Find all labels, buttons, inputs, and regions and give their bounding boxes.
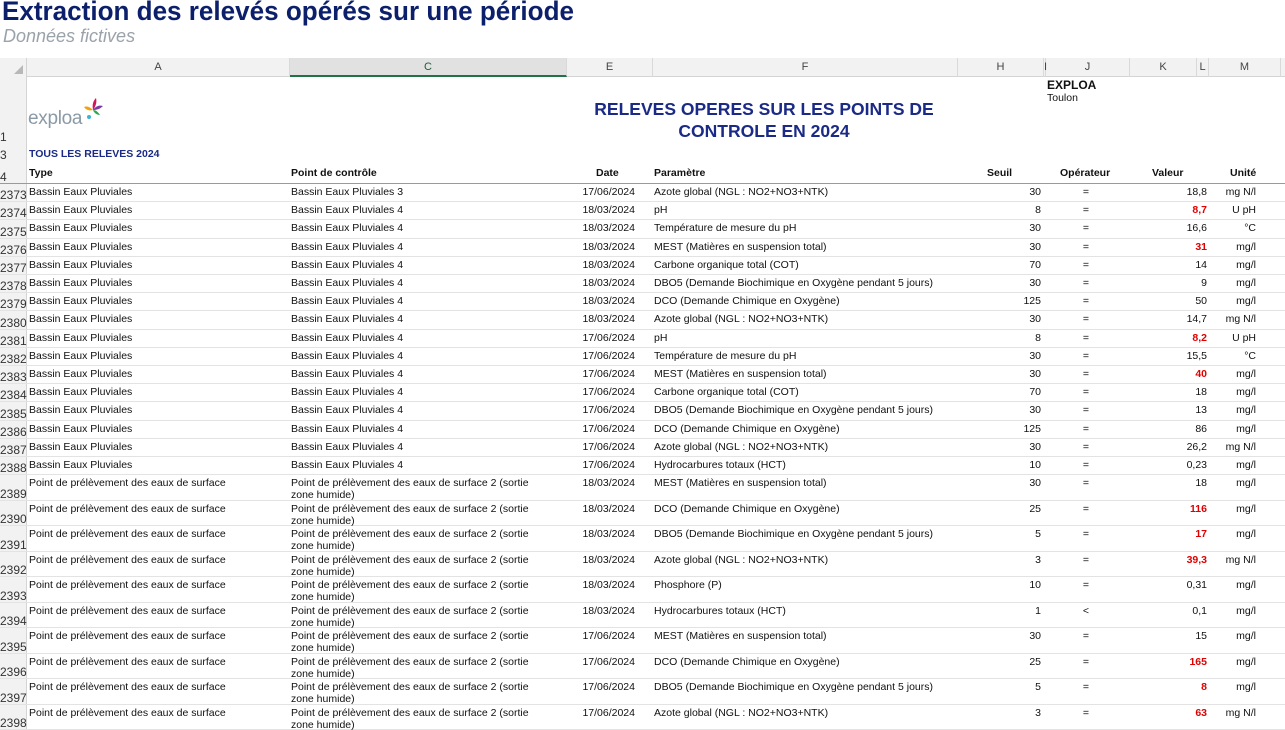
cell-type[interactable]: Point de prélèvement des eaux de surface xyxy=(29,528,226,541)
cell-type[interactable]: Bassin Eaux Pluviales xyxy=(29,422,133,435)
table-row xyxy=(0,239,1285,257)
cell-type[interactable]: Bassin Eaux Pluviales xyxy=(29,349,133,362)
cell-point[interactable]: Bassin Eaux Pluviales 4 xyxy=(291,240,404,253)
cell-param[interactable]: MEST (Matières en suspension total) xyxy=(654,240,827,253)
header-type[interactable]: Type xyxy=(29,167,53,179)
cell-date[interactable]: 17/06/2024 xyxy=(582,368,635,380)
cell-seuil[interactable]: 30 xyxy=(1029,440,1041,453)
cell-unite[interactable]: mg N/l xyxy=(1225,706,1256,719)
row-number[interactable]: 2386 xyxy=(0,424,27,439)
cell-seuil[interactable]: 30 xyxy=(1029,630,1041,643)
select-all-icon xyxy=(14,65,23,74)
cell-seuil[interactable]: 30 xyxy=(1029,240,1041,253)
cell-valeur[interactable]: 18 xyxy=(1195,477,1207,490)
row-number[interactable]: 2377 xyxy=(0,260,27,275)
cell-type[interactable]: Point de prélèvement des eaux de surface xyxy=(29,477,226,490)
cell-seuil[interactable]: 10 xyxy=(1029,579,1041,592)
cell-operateur[interactable]: = xyxy=(1082,331,1090,344)
cell-param[interactable]: DBO5 (Demande Biochimique en Oxygène pendant 5 jours) xyxy=(654,404,933,417)
cell-point[interactable]: Bassin Eaux Pluviales 4 xyxy=(291,204,404,217)
cell-date[interactable]: 18/03/2024 xyxy=(582,222,635,235)
cell-operateur[interactable]: = xyxy=(1082,440,1090,453)
table-row xyxy=(0,348,1285,366)
cell-valeur[interactable]: 15 xyxy=(1195,630,1207,643)
table-row xyxy=(0,384,1285,402)
table-row xyxy=(0,421,1285,439)
row-number[interactable]: 2394 xyxy=(0,614,27,629)
cell-operateur[interactable]: = xyxy=(1082,386,1090,399)
cell-point[interactable]: Bassin Eaux Pluviales 4 xyxy=(291,349,404,362)
column-header-l[interactable]: L xyxy=(1197,58,1209,77)
cell-point[interactable]: Point de prélèvement des eaux de surface 2 (sortie zone humide) xyxy=(291,579,529,604)
cell-valeur[interactable]: 15,5 xyxy=(1186,349,1207,362)
row-number[interactable]: 2381 xyxy=(0,333,27,348)
cell-operateur[interactable]: = xyxy=(1082,404,1090,417)
row-number[interactable]: 2392 xyxy=(0,563,27,578)
row-number[interactable]: 3 xyxy=(0,148,7,162)
cell-operateur[interactable]: = xyxy=(1082,502,1090,515)
cell-seuil[interactable]: 70 xyxy=(1029,386,1041,399)
cell-seuil[interactable]: 8 xyxy=(1035,204,1041,217)
page-title: Extraction des relevés opérés sur une période xyxy=(2,0,574,26)
table-row xyxy=(0,526,1285,552)
cell-seuil[interactable]: 30 xyxy=(1029,349,1041,362)
cell-type[interactable]: Bassin Eaux Pluviales xyxy=(29,386,133,399)
cell-valeur[interactable]: 8,2 xyxy=(1192,331,1207,344)
cell-param[interactable]: Phosphore (P) xyxy=(654,579,722,592)
cell-date[interactable]: 18/03/2024 xyxy=(582,313,635,326)
cell-param[interactable]: Azote global (NGL : NO2+NO3+NTK) xyxy=(654,186,829,198)
row-number[interactable]: 2389 xyxy=(0,486,27,501)
cell-type[interactable]: Point de prélèvement des eaux de surface xyxy=(29,681,226,694)
cell-point[interactable]: Bassin Eaux Pluviales 4 xyxy=(291,459,404,471)
cell-unite[interactable]: mg/l xyxy=(1236,655,1256,668)
cell-unite[interactable]: °C xyxy=(1244,222,1256,235)
cell-operateur[interactable]: = xyxy=(1082,368,1090,380)
table-row xyxy=(0,628,1285,654)
cell-operateur[interactable]: = xyxy=(1082,706,1090,719)
cell-seuil[interactable]: 25 xyxy=(1029,655,1041,668)
table-row xyxy=(0,654,1285,680)
logo-text: exploa xyxy=(28,108,83,129)
column-header-c[interactable]: C xyxy=(290,58,567,77)
row-number[interactable]: 2382 xyxy=(0,351,27,366)
cell-type[interactable]: Bassin Eaux Pluviales xyxy=(29,277,133,289)
cell-param[interactable]: Azote global (NGL : NO2+NO3+NTK) xyxy=(654,313,829,326)
cell-point[interactable]: Bassin Eaux Pluviales 4 xyxy=(291,368,404,380)
cell-type[interactable]: Bassin Eaux Pluviales xyxy=(29,404,133,417)
cell-date[interactable]: 17/06/2024 xyxy=(582,459,635,471)
cell-valeur[interactable]: 0,23 xyxy=(1186,459,1207,471)
table-row xyxy=(0,366,1285,384)
cell-operateur[interactable]: = xyxy=(1082,630,1090,643)
cell-date[interactable]: 17/06/2024 xyxy=(582,386,635,399)
table-row xyxy=(0,439,1285,457)
cell-point[interactable]: Bassin Eaux Pluviales 4 xyxy=(291,258,404,271)
cell-valeur[interactable]: 0,31 xyxy=(1186,579,1207,592)
cell-seuil[interactable]: 3 xyxy=(1035,706,1041,719)
cell-seuil[interactable]: 30 xyxy=(1029,222,1041,235)
cell-operateur[interactable]: = xyxy=(1082,204,1090,217)
header-param[interactable]: Paramètre xyxy=(654,167,706,179)
cell-unite[interactable]: mg/l xyxy=(1236,604,1256,617)
cell-point[interactable]: Bassin Eaux Pluviales 4 xyxy=(291,331,404,344)
cell-valeur[interactable]: 18,8 xyxy=(1186,186,1207,198)
row-number[interactable]: 2396 xyxy=(0,665,27,680)
cell-operateur[interactable]: < xyxy=(1082,604,1090,617)
cell-type[interactable]: Bassin Eaux Pluviales xyxy=(29,240,133,253)
cell-operateur[interactable]: = xyxy=(1082,313,1090,326)
cell-type[interactable]: Point de prélèvement des eaux de surface xyxy=(29,655,226,668)
cell-param[interactable]: pH xyxy=(654,331,668,344)
cell-point[interactable]: Point de prélèvement des eaux de surface 2 (sortie zone humide) xyxy=(291,553,529,578)
table-row xyxy=(0,679,1285,705)
cell-type[interactable]: Point de prélèvement des eaux de surface xyxy=(29,630,226,643)
cell-seuil[interactable]: 30 xyxy=(1029,368,1041,380)
cell-param[interactable]: MEST (Matières en suspension total) xyxy=(654,630,827,643)
column-header-e[interactable]: E xyxy=(567,58,653,77)
cell-operateur[interactable]: = xyxy=(1082,277,1090,289)
page-subtitle: Données fictives xyxy=(3,26,136,46)
cell-valeur[interactable]: 40 xyxy=(1195,368,1207,380)
cell-date[interactable]: 17/06/2024 xyxy=(582,655,635,668)
cell-unite[interactable]: mg N/l xyxy=(1225,313,1256,326)
row-number[interactable]: 2379 xyxy=(0,297,27,312)
row-number[interactable]: 1 xyxy=(0,130,7,144)
row-number[interactable]: 2373 xyxy=(0,188,27,203)
cell-point[interactable]: Point de prélèvement des eaux de surface 2 (sortie zone humide) xyxy=(291,706,529,730)
cell-param[interactable]: DCO (Demande Chimique en Oxygène) xyxy=(654,655,840,668)
cell-valeur[interactable]: 86 xyxy=(1195,422,1207,435)
header-operateur[interactable]: Opérateur xyxy=(1060,167,1111,179)
cell-date[interactable]: 17/06/2024 xyxy=(582,331,635,344)
cell-seuil[interactable]: 5 xyxy=(1035,681,1041,694)
row-number[interactable]: 4 xyxy=(0,170,7,184)
row-number[interactable]: 2376 xyxy=(0,242,27,257)
cell-unite[interactable]: mg/l xyxy=(1236,404,1256,417)
cell-point[interactable]: Bassin Eaux Pluviales 4 xyxy=(291,386,404,399)
cell-param[interactable]: MEST (Matières en suspension total) xyxy=(654,368,827,380)
cell-operateur[interactable]: = xyxy=(1082,528,1090,541)
column-header-bar xyxy=(0,58,1285,77)
cell-unite[interactable]: mg N/l xyxy=(1225,186,1256,198)
cell-operateur[interactable]: = xyxy=(1082,422,1090,435)
cell-date[interactable]: 17/06/2024 xyxy=(582,422,635,435)
row-number[interactable]: 2393 xyxy=(0,588,27,603)
company-city: Toulon xyxy=(1047,92,1078,104)
cell-operateur[interactable]: = xyxy=(1082,655,1090,668)
cell-param[interactable]: DBO5 (Demande Biochimique en Oxygène pendant 5 jours) xyxy=(654,277,933,289)
cell-param[interactable]: DCO (Demande Chimique en Oxygène) xyxy=(654,295,840,308)
cell-seuil[interactable]: 30 xyxy=(1029,404,1041,417)
cell-unite[interactable]: mg/l xyxy=(1236,528,1256,541)
cell-valeur[interactable]: 16,6 xyxy=(1186,222,1207,235)
cell-unite[interactable]: mg/l xyxy=(1236,502,1256,515)
cell-point[interactable]: Bassin Eaux Pluviales 4 xyxy=(291,222,404,235)
cell-type[interactable]: Bassin Eaux Pluviales xyxy=(29,459,133,471)
cell-valeur[interactable]: 14 xyxy=(1195,258,1207,271)
cell-unite[interactable]: U pH xyxy=(1232,331,1256,344)
cell-unite[interactable]: mg/l xyxy=(1236,579,1256,592)
cell-unite[interactable]: U pH xyxy=(1232,204,1256,217)
cell-date[interactable]: 17/06/2024 xyxy=(582,349,635,362)
table-row xyxy=(0,220,1285,238)
cell-seuil[interactable]: 25 xyxy=(1029,502,1041,515)
cell-unite[interactable]: mg N/l xyxy=(1225,440,1256,453)
column-header-h[interactable]: H xyxy=(958,58,1044,77)
cell-param[interactable]: DBO5 (Demande Biochimique en Oxygène pendant 5 jours) xyxy=(654,528,933,541)
cell-param[interactable]: Hydrocarbures totaux (HCT) xyxy=(654,604,786,617)
table-row xyxy=(0,457,1285,475)
cell-date[interactable]: 18/03/2024 xyxy=(582,277,635,289)
row-number[interactable]: 2390 xyxy=(0,512,27,527)
cell-type[interactable]: Point de prélèvement des eaux de surface xyxy=(29,553,226,566)
header-date[interactable]: Date xyxy=(596,167,619,179)
cell-point[interactable]: Bassin Eaux Pluviales 4 xyxy=(291,422,404,435)
header-point[interactable]: Point de contrôle xyxy=(291,167,377,179)
cell-param[interactable]: Température de mesure du pH xyxy=(654,222,797,235)
cell-date[interactable]: 17/06/2024 xyxy=(582,440,635,453)
cell-type[interactable]: Bassin Eaux Pluviales xyxy=(29,204,133,217)
cell-seuil[interactable]: 125 xyxy=(1023,295,1041,308)
table-row xyxy=(0,257,1285,275)
cell-unite[interactable]: mg N/l xyxy=(1225,553,1256,566)
row-number[interactable]: 2383 xyxy=(0,370,27,385)
cell-param[interactable]: Carbone organique total (COT) xyxy=(654,386,799,399)
cell-operateur[interactable]: = xyxy=(1082,295,1090,308)
table-row xyxy=(0,603,1285,629)
cell-unite[interactable]: mg/l xyxy=(1236,422,1256,435)
cell-seuil[interactable]: 8 xyxy=(1035,331,1041,344)
cell-seuil[interactable]: 30 xyxy=(1029,477,1041,490)
row-number[interactable]: 2375 xyxy=(0,224,27,239)
cell-point[interactable]: Point de prélèvement des eaux de surface 2 (sortie zone humide) xyxy=(291,604,529,629)
cell-operateur[interactable]: = xyxy=(1082,459,1090,471)
cell-seuil[interactable]: 3 xyxy=(1035,553,1041,566)
exploa-logo xyxy=(28,96,108,132)
cell-seuil[interactable]: 10 xyxy=(1029,459,1041,471)
cell-seuil[interactable]: 30 xyxy=(1029,277,1041,289)
cell-type[interactable]: Bassin Eaux Pluviales xyxy=(29,222,133,235)
column-header-k[interactable]: K xyxy=(1130,58,1197,77)
cell-operateur[interactable]: = xyxy=(1082,349,1090,362)
cell-point[interactable]: Point de prélèvement des eaux de surface 2 (sortie zone humide) xyxy=(291,655,529,680)
cell-date[interactable]: 18/03/2024 xyxy=(582,258,635,271)
cell-date[interactable]: 17/06/2024 xyxy=(582,681,635,694)
cell-date[interactable]: 17/06/2024 xyxy=(582,630,635,643)
row-number[interactable]: 2395 xyxy=(0,639,27,654)
cell-operateur[interactable]: = xyxy=(1082,579,1090,592)
cell-type[interactable]: Bassin Eaux Pluviales xyxy=(29,331,133,344)
cell-valeur[interactable]: 26,2 xyxy=(1186,440,1207,453)
cell-operateur[interactable]: = xyxy=(1082,258,1090,271)
cell-valeur[interactable]: 18 xyxy=(1195,386,1207,399)
cell-valeur[interactable]: 14,7 xyxy=(1186,313,1207,326)
table-row xyxy=(0,552,1285,578)
cell-operateur[interactable]: = xyxy=(1082,240,1090,253)
cell-date[interactable]: 18/03/2024 xyxy=(582,204,635,217)
row-number[interactable]: 2391 xyxy=(0,537,27,552)
row-number[interactable]: 2374 xyxy=(0,206,27,221)
cell-unite[interactable]: °C xyxy=(1244,349,1256,362)
row-number[interactable]: 2384 xyxy=(0,388,27,403)
cell-operateur[interactable]: = xyxy=(1082,477,1090,490)
table-row xyxy=(0,275,1285,293)
cell-date[interactable]: 18/03/2024 xyxy=(582,240,635,253)
cell-type[interactable]: Bassin Eaux Pluviales xyxy=(29,368,133,380)
cell-date[interactable]: 17/06/2024 xyxy=(582,404,635,417)
cell-valeur[interactable]: 8,7 xyxy=(1192,204,1207,217)
cell-param[interactable]: Azote global (NGL : NO2+NO3+NTK) xyxy=(654,440,829,453)
cell-param[interactable]: Azote global (NGL : NO2+NO3+NTK) xyxy=(654,706,829,719)
row-number[interactable]: 2388 xyxy=(0,461,27,476)
cell-valeur[interactable]: 165 xyxy=(1189,655,1207,668)
cell-point[interactable]: Point de prélèvement des eaux de surface 2 (sortie zone humide) xyxy=(291,477,529,502)
cell-date[interactable]: 18/03/2024 xyxy=(582,295,635,308)
cell-unite[interactable]: mg/l xyxy=(1236,258,1256,271)
leaf-logo-icon xyxy=(80,96,106,122)
cell-param[interactable]: Azote global (NGL : NO2+NO3+NTK) xyxy=(654,553,829,566)
row-number[interactable]: 2378 xyxy=(0,279,27,294)
cell-param[interactable]: DCO (Demande Chimique en Oxygène) xyxy=(654,502,840,515)
cell-seuil[interactable]: 30 xyxy=(1029,313,1041,326)
cell-point[interactable]: Point de prélèvement des eaux de surface 2 (sortie zone humide) xyxy=(291,502,529,527)
row-number[interactable]: 2387 xyxy=(0,442,27,457)
cell-valeur[interactable]: 50 xyxy=(1195,295,1207,308)
cell-param[interactable]: DCO (Demande Chimique en Oxygène) xyxy=(654,422,840,435)
cell-unite[interactable]: mg/l xyxy=(1236,295,1256,308)
table-row xyxy=(0,330,1285,348)
cell-point[interactable]: Bassin Eaux Pluviales 4 xyxy=(291,313,404,326)
cell-unite[interactable]: mg/l xyxy=(1236,681,1256,694)
cell-unite[interactable]: mg/l xyxy=(1236,240,1256,253)
cell-valeur[interactable]: 0,1 xyxy=(1192,604,1207,617)
cell-seuil[interactable]: 1 xyxy=(1035,604,1041,617)
cell-point[interactable]: Bassin Eaux Pluviales 4 xyxy=(291,295,404,308)
select-all-corner[interactable] xyxy=(0,58,27,77)
cell-valeur[interactable]: 13 xyxy=(1195,404,1207,417)
cell-unite[interactable]: mg/l xyxy=(1236,386,1256,399)
cell-date[interactable]: 18/03/2024 xyxy=(582,477,635,490)
cell-unite[interactable]: mg/l xyxy=(1236,277,1256,289)
cell-valeur[interactable]: 39,3 xyxy=(1186,553,1207,566)
cell-operateur[interactable]: = xyxy=(1082,186,1090,198)
header-unite[interactable]: Unité xyxy=(1230,167,1257,179)
cell-type[interactable]: Point de prélèvement des eaux de surface xyxy=(29,579,226,592)
header-seuil[interactable]: Seuil xyxy=(987,167,1013,179)
cell-unite[interactable]: mg/l xyxy=(1236,459,1256,471)
cell-seuil[interactable]: 30 xyxy=(1029,186,1041,198)
cell-valeur[interactable]: 116 xyxy=(1190,502,1207,515)
cell-type[interactable]: Point de prélèvement des eaux de surface xyxy=(29,706,226,719)
cell-valeur[interactable]: 9 xyxy=(1201,277,1207,289)
cell-date[interactable]: 18/03/2024 xyxy=(582,579,635,592)
cell-point[interactable]: Bassin Eaux Pluviales 4 xyxy=(291,440,404,453)
cell-param[interactable]: Carbone organique total (COT) xyxy=(654,258,799,271)
header-valeur[interactable]: Valeur xyxy=(1152,167,1184,179)
column-header-m[interactable]: M xyxy=(1209,58,1281,77)
cell-param[interactable]: pH xyxy=(654,204,668,217)
cell-valeur[interactable]: 8 xyxy=(1201,681,1207,694)
cell-unite[interactable]: mg/l xyxy=(1236,477,1256,490)
column-header-j[interactable]: J xyxy=(1046,58,1130,77)
row-number[interactable]: 2398 xyxy=(0,716,27,730)
cell-point[interactable]: Bassin Eaux Pluviales 4 xyxy=(291,277,404,289)
cell-type[interactable]: Bassin Eaux Pluviales xyxy=(29,440,133,453)
table-row xyxy=(0,475,1285,501)
company-name: EXPLOA xyxy=(1047,78,1097,92)
table-header-row xyxy=(0,161,1285,184)
cell-param[interactable]: Température de mesure du pH xyxy=(654,349,797,362)
cell-point[interactable]: Point de prélèvement des eaux de surface 2 (sortie zone humide) xyxy=(291,630,529,655)
table-row xyxy=(0,402,1285,420)
cell-seuil[interactable]: 125 xyxy=(1023,422,1041,435)
table-row xyxy=(0,293,1285,311)
cell-operateur[interactable]: = xyxy=(1082,222,1090,235)
cell-date[interactable]: 18/03/2024 xyxy=(582,604,635,617)
column-header-a[interactable]: A xyxy=(27,58,290,77)
table-row xyxy=(0,501,1285,527)
cell-point[interactable]: Point de prélèvement des eaux de surface 2 (sortie zone humide) xyxy=(291,681,529,706)
cell-seuil[interactable]: 70 xyxy=(1029,258,1041,271)
sheet-row xyxy=(0,143,1285,161)
cell-operateur[interactable]: = xyxy=(1082,681,1090,694)
column-header-f[interactable]: F xyxy=(653,58,958,77)
table-row xyxy=(0,184,1285,202)
cell-date[interactable]: 17/06/2024 xyxy=(582,706,635,719)
cell-date[interactable]: 18/03/2024 xyxy=(582,502,635,515)
cell-type[interactable]: Bassin Eaux Pluviales xyxy=(29,313,133,326)
report-title: RELEVES OPERES SUR LES POINTS DE CONTROLE EN 2024 xyxy=(594,99,934,141)
column-header-i[interactable]: I xyxy=(1044,58,1046,77)
cell-point[interactable]: Bassin Eaux Pluviales 3 xyxy=(291,186,404,198)
table-row xyxy=(0,577,1285,603)
table-row xyxy=(0,311,1285,329)
cell-valeur[interactable]: 63 xyxy=(1195,706,1207,719)
table-row xyxy=(0,202,1285,220)
table-row xyxy=(0,705,1285,730)
cell-type[interactable]: Bassin Eaux Pluviales xyxy=(29,258,133,271)
cell-type[interactable]: Bassin Eaux Pluviales xyxy=(29,186,133,198)
cell-type[interactable]: Bassin Eaux Pluviales xyxy=(29,295,133,308)
cell-date[interactable]: 18/03/2024 xyxy=(582,553,635,566)
cell-valeur[interactable]: 31 xyxy=(1195,240,1207,253)
row-number[interactable]: 2380 xyxy=(0,315,27,330)
row-number[interactable]: 2385 xyxy=(0,406,27,421)
cell-unite[interactable]: mg/l xyxy=(1236,368,1256,380)
spreadsheet[interactable] xyxy=(0,58,1285,730)
cell-valeur[interactable]: 17 xyxy=(1195,528,1207,541)
cell-param[interactable]: DBO5 (Demande Biochimique en Oxygène pendant 5 jours) xyxy=(654,681,933,694)
row-number[interactable]: 2397 xyxy=(0,690,27,705)
cell-operateur[interactable]: = xyxy=(1082,553,1090,566)
section-label: TOUS LES RELEVES 2024 xyxy=(29,148,160,160)
cell-point[interactable]: Point de prélèvement des eaux de surface 2 (sortie zone humide) xyxy=(291,528,529,553)
cell-date[interactable]: 17/06/2024 xyxy=(582,186,635,198)
cell-point[interactable]: Bassin Eaux Pluviales 4 xyxy=(291,404,404,417)
cell-date[interactable]: 18/03/2024 xyxy=(582,528,635,541)
cell-type[interactable]: Point de prélèvement des eaux de surface xyxy=(29,502,226,515)
cell-type[interactable]: Point de prélèvement des eaux de surface xyxy=(29,604,226,617)
cell-unite[interactable]: mg/l xyxy=(1236,630,1256,643)
cell-param[interactable]: Hydrocarbures totaux (HCT) xyxy=(654,459,786,471)
cell-param[interactable]: MEST (Matières en suspension total) xyxy=(654,477,827,490)
cell-seuil[interactable]: 5 xyxy=(1035,528,1041,541)
